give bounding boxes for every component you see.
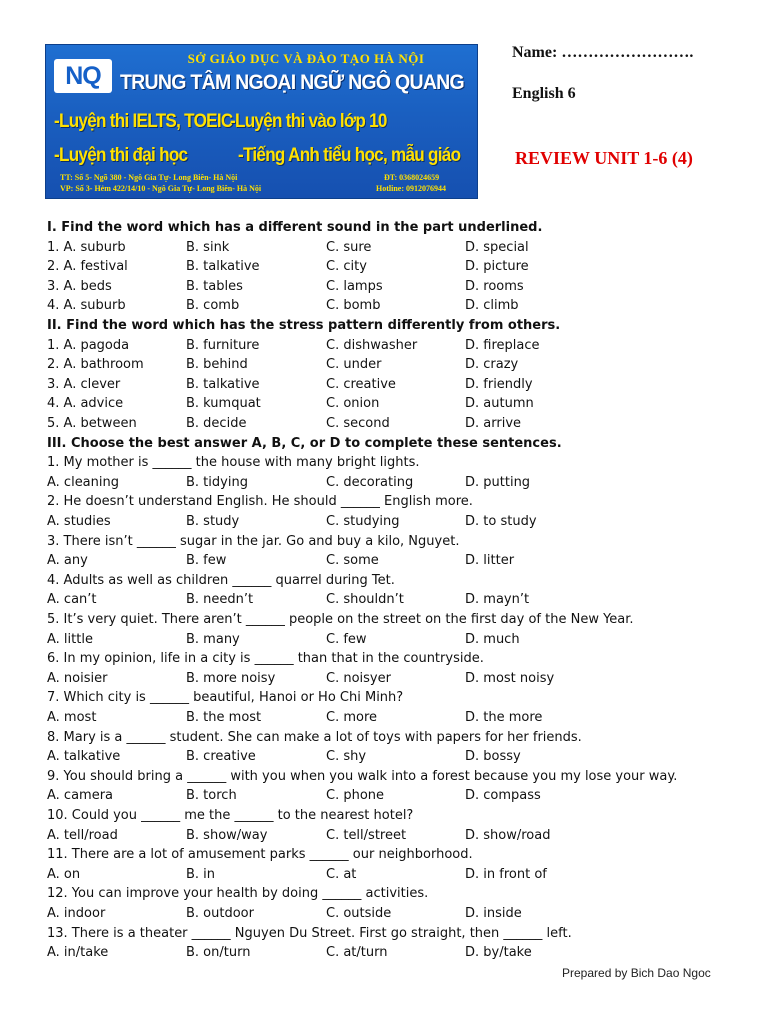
answer-options-row <box>47 375 737 394</box>
banner-line-primary: -Tiếng Anh tiểu học, mẫu giáo <box>238 145 461 166</box>
answer-option: D. picture <box>465 259 529 275</box>
question-text: 4. Adults as well as children ______ quarrel during Tet. <box>47 572 395 588</box>
question-text: 3. There isn’t ______ sugar in the jar. Go and buy a kilo, Nguyet. <box>47 533 460 549</box>
answer-option: 5. A. between <box>47 416 137 431</box>
answer-option: B. torch <box>186 788 237 804</box>
answer-option: C. second <box>326 416 390 431</box>
footer-credit: Prepared by Bich Dao Ngoc <box>562 966 711 980</box>
question-text: 12. You can improve your health by doing ______ activities. <box>47 886 429 902</box>
answer-option: D. friendly <box>465 376 533 392</box>
name-field-label: Name: ……………………. <box>512 44 694 61</box>
answer-option: 4. A. advice <box>47 396 124 412</box>
answer-option: C. bomb <box>326 298 381 314</box>
question-stem <box>47 845 737 864</box>
answer-option: C. onion <box>326 396 380 412</box>
question-stem <box>47 884 737 903</box>
question-stem <box>47 728 737 747</box>
answer-option: A. can’t <box>47 592 97 608</box>
question-stem <box>47 532 737 551</box>
answer-option: D. most noisy <box>465 670 555 686</box>
answer-options-row <box>47 943 737 962</box>
section-heading: II. Find the word which has the stress pattern differently from others. <box>47 318 561 333</box>
question-stem <box>47 453 737 472</box>
answer-options-row <box>47 277 737 296</box>
banner-address-tt: TT: Số 5- Ngõ 380 - Ngô Gia Tự- Long Biên- Hà Nội <box>60 173 238 182</box>
answer-option: A. indoor <box>47 906 106 921</box>
question-text: 1. My mother is ______ the house with many bright lights. <box>47 455 420 471</box>
banner-hotline: Hotline: 0912076944 <box>376 184 446 193</box>
answer-option: B. study <box>186 514 240 529</box>
answer-options-row <box>47 336 737 355</box>
answer-options-row <box>47 296 737 315</box>
banner-dept: SỞ GIÁO DỤC VÀ ĐÀO TẠO HÀ NỘI <box>187 51 425 66</box>
answer-option: A. in/take <box>47 945 109 961</box>
answer-options-row <box>47 512 737 531</box>
section-heading: III. Choose the best answer A, B, C, or D to complete these sentences. <box>47 435 562 451</box>
answer-option: D. arrive <box>465 416 522 431</box>
answer-option: C. more <box>326 710 378 725</box>
question-stem <box>47 649 737 668</box>
banner-line-university: -Luyện thi đại học <box>54 145 188 166</box>
answer-option: C. some <box>326 553 379 569</box>
answer-options-row <box>47 904 737 923</box>
answer-options-row <box>47 747 737 766</box>
answer-option: B. decide <box>186 416 247 431</box>
answer-option: D. show/road <box>465 827 551 843</box>
question-text: 13. There is a theater ______ Nguyen Du Street. First go straight, then ______ left. <box>47 925 572 941</box>
answer-options-row <box>47 355 737 374</box>
answer-options-row <box>47 669 737 688</box>
answer-option: B. few <box>186 553 227 569</box>
answer-option: C. city <box>326 259 367 275</box>
answer-option: B. tables <box>186 278 243 294</box>
question-text: 8. Mary is a ______ student. She can make a lot of toys with papers for her friends. <box>47 729 582 745</box>
answer-option: B. talkative <box>186 376 260 392</box>
answer-option: B. behind <box>186 357 248 373</box>
question-text: 10. Could you ______ me the ______ to the nearest hotel? <box>47 808 414 823</box>
question-stem <box>47 492 737 511</box>
banner-phone: ĐT: 0368024659 <box>384 173 440 182</box>
answer-options-row <box>47 414 737 433</box>
answer-option: 3. A. clever <box>47 376 121 392</box>
answer-option: D. to study <box>465 514 537 529</box>
section-heading: I. Find the word which has a different sound in the part underlined. <box>47 220 543 235</box>
answer-option: C. dishwasher <box>326 337 418 353</box>
answer-option: A. little <box>47 631 93 647</box>
question-text: 6. In my opinion, life in a city is ______ than that in the countryside. <box>47 651 484 667</box>
answer-option: D. autumn <box>465 396 534 412</box>
question-stem <box>47 610 737 629</box>
question-stem <box>47 924 737 943</box>
banner-line-ielts: -Luyện thi IELTS, TOEIC <box>54 111 233 132</box>
question-text: 5. It’s very quiet. There aren’t ______ people on the street on the first day of the New Year. <box>47 612 634 627</box>
answer-option: A. cleaning <box>47 474 119 490</box>
answer-option: B. talkative <box>186 259 260 275</box>
answer-option: A. on <box>47 866 81 882</box>
answer-option: C. few <box>326 631 367 647</box>
question-stem <box>47 806 737 825</box>
answer-options-row <box>47 786 737 805</box>
answer-option: D. mayn’t <box>465 592 530 608</box>
banner-address-vp: VP: Số 3- Hẻm 422/14/10 - Ngô Gia Tự- Long Biên- Hà Nội <box>60 184 262 193</box>
answer-option: C. creative <box>326 376 396 392</box>
answer-option: D. special <box>465 239 529 255</box>
answer-option: D. putting <box>465 474 531 490</box>
answer-option: 2. A. festival <box>47 259 128 275</box>
question-text: 2. He doesn’t understand English. He should ______ English more. <box>47 494 473 510</box>
answer-option: D. inside <box>465 906 522 921</box>
answer-option: D. climb <box>465 298 519 314</box>
question-text: 9. You should bring a ______ with you when you walk into a forest because you my lose your way. <box>47 768 678 784</box>
answer-option: 2. A. bathroom <box>47 357 144 373</box>
answer-option: C. studying <box>326 514 400 529</box>
question-stem <box>47 767 737 786</box>
answer-options-row <box>47 238 737 257</box>
answer-option: D. by/take <box>465 945 532 961</box>
answer-option: C. at <box>326 866 357 882</box>
answer-option: C. sure <box>326 239 372 255</box>
answer-option: B. comb <box>186 298 240 314</box>
answer-option: D. litter <box>465 553 515 569</box>
answer-option: C. under <box>326 357 382 373</box>
answer-option: 3. A. beds <box>47 278 112 294</box>
answer-option: B. tidying <box>186 474 248 490</box>
banner-center-name: TRUNG TÂM NGOẠI NGỮ NGÔ QUANG <box>120 71 464 94</box>
answer-option: B. more noisy <box>186 670 276 686</box>
answer-option: D. rooms <box>465 278 524 294</box>
course-label: English 6 <box>512 85 576 102</box>
answer-option: D. fireplace <box>465 337 540 353</box>
answer-options-row <box>47 630 737 649</box>
answer-option: B. creative <box>186 749 256 765</box>
answer-option: C. phone <box>326 788 385 804</box>
answer-options-row <box>47 394 737 413</box>
answer-option: B. show/way <box>186 827 268 843</box>
nq-logo: NQ <box>54 59 112 93</box>
answer-option: B. in <box>186 866 216 882</box>
answer-options-row <box>47 826 737 845</box>
answer-options-row <box>47 590 737 609</box>
question-text: 11. There are a lot of amusement parks ______ our neighborhood. <box>47 847 473 863</box>
answer-option: B. needn’t <box>186 592 254 608</box>
answer-option: D. in front of <box>465 866 547 882</box>
answer-option: 1. A. pagoda <box>47 337 130 353</box>
answer-option: D. much <box>465 631 520 647</box>
answer-option: B. on/turn <box>186 945 251 961</box>
answer-option: A. talkative <box>47 749 121 765</box>
answer-option: A. any <box>47 553 88 569</box>
answer-option: B. many <box>186 631 240 647</box>
question-stem <box>47 571 737 590</box>
answer-option: C. noisyer <box>326 670 391 686</box>
question-text: 7. Which city is ______ beautiful, Hanoi or Ho Chi Minh? <box>47 690 404 706</box>
answer-option: C. lamps <box>326 278 383 294</box>
answer-option: B. outdoor <box>186 906 254 921</box>
answer-option: C. shouldn’t <box>326 592 404 608</box>
answer-option: B. furniture <box>186 337 260 353</box>
answer-option: C. outside <box>326 906 392 921</box>
answer-option: A. noisier <box>47 670 108 686</box>
answer-option: D. crazy <box>465 357 519 373</box>
answer-options-row <box>47 257 737 276</box>
answer-option: A. studies <box>47 514 111 529</box>
answer-options-row <box>47 865 737 884</box>
answer-options-row <box>47 708 737 727</box>
answer-options-row <box>47 551 737 570</box>
answer-option: 4. A. suburb <box>47 298 126 314</box>
answer-option: D. the more <box>465 710 543 725</box>
answer-option: A. camera <box>47 788 114 804</box>
answer-option: D. bossy <box>465 749 521 765</box>
answer-option: B. the most <box>186 710 262 725</box>
answer-option: A. tell/road <box>47 827 118 843</box>
answer-option: C. shy <box>326 749 367 765</box>
answer-option: C. at/turn <box>326 945 388 961</box>
answer-option: C. decorating <box>326 474 414 490</box>
answer-option: D. compass <box>465 788 541 804</box>
answer-option: B. sink <box>186 239 230 255</box>
answer-option: B. kumquat <box>186 396 261 412</box>
answer-option: A. most <box>47 710 97 725</box>
answer-option: 1. A. suburb <box>47 239 126 255</box>
answer-options-row <box>47 473 737 492</box>
question-stem <box>47 688 737 707</box>
answer-option: C. tell/street <box>326 827 407 843</box>
center-banner <box>45 44 478 199</box>
banner-line-grade10: -Luyện thi vào lớp 10 <box>230 111 387 132</box>
review-title: REVIEW UNIT 1-6 (4) <box>515 148 693 168</box>
